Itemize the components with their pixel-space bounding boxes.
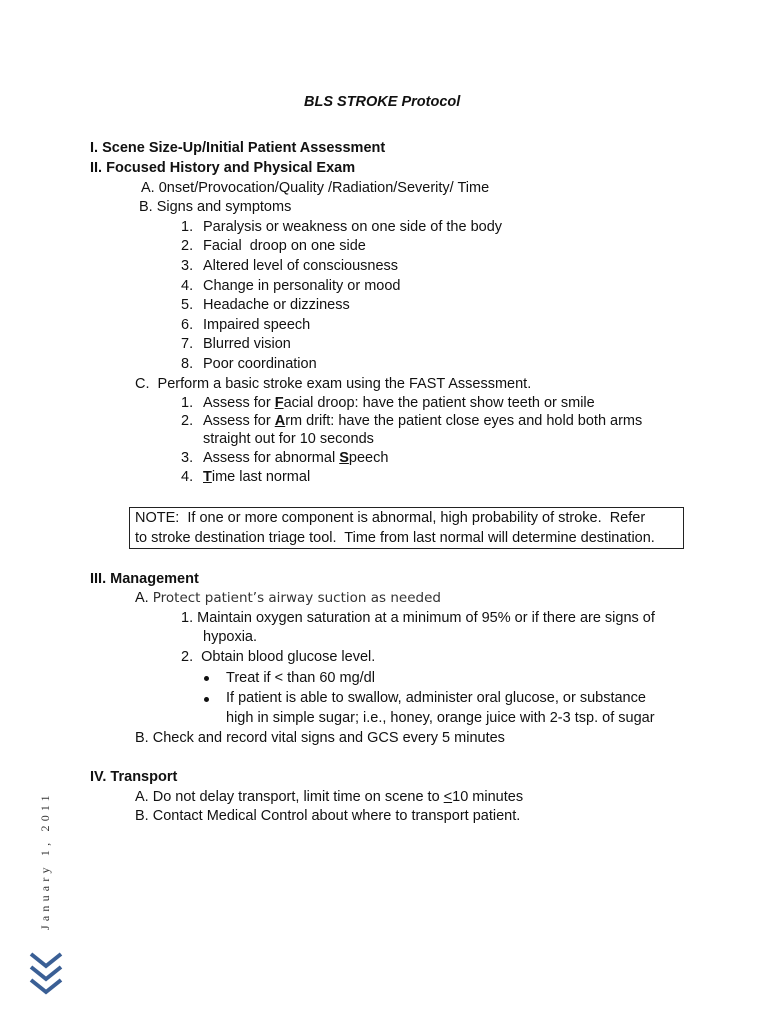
page-title: BLS STROKE Protocol [304,94,461,110]
less-than-or-equal: < [443,789,453,805]
side-date-text: January 1, 2011 [38,791,52,930]
fast-item-arm [203,413,642,429]
list-item-number: 8. [181,356,194,372]
list-item-number: 3. [181,258,194,274]
list-item: Headache or dizziness [203,297,350,313]
side-date [30,790,60,930]
list-item-number: 6. [181,317,194,333]
list-item-number: 1. [181,395,194,411]
item-text: peech [348,450,389,466]
list-item-number: 7. [181,336,194,352]
list-item: Poor coordination [203,356,317,372]
list-item: Paralysis or weakness on one side of the body [203,219,503,235]
management-item-1-continued: hypoxia. [203,629,258,645]
section-2b: B. Signs and symptoms [139,199,292,215]
section-4a [135,789,523,805]
list-item-number: 4. [181,469,194,485]
item-text: rm drift: have the patient close eyes and hold both arms [285,413,643,429]
item-text: acial droop: have the patient show teeth or smile [283,395,595,411]
fast-key-letter: S [339,450,349,466]
management-item-1: 1. Maintain oxygen saturation at a minimum of 95% or if there are signs of [181,610,655,626]
fast-item-facial [203,395,595,411]
item-text: Assess for [203,395,275,411]
chevron-stroke [31,967,61,979]
note-line-2: to stroke destination triage tool. Time from last normal will determine destination. [135,530,655,546]
section-3a [135,590,441,606]
section-4-heading: IV. Transport [90,769,178,785]
section-2c: C. Perform a basic stroke exam using the FAST Assessment. [135,376,532,392]
list-item: Change in personality or mood [203,278,401,294]
section-2-heading: II. Focused History and Physical Exam [90,160,356,176]
item-text: 10 minutes [452,789,524,805]
section-2a: A. 0nset/Provocation/Quality /Radiation/Severity/ Time [141,180,490,196]
item-text: ime last normal [211,469,311,485]
chevron-stroke [31,980,61,992]
item-text: Protect patient’s airway suction as needed [152,590,441,606]
bullet-item-1: Treat if < than 60 mg/dl [226,670,375,686]
fast-item-speech [203,450,388,466]
list-item-number: 3. [181,450,194,466]
list-item-number: 1. [181,219,194,235]
item-text: A. Do not delay transport, limit time on scene to [135,789,444,805]
triple-chevron-down-icon [28,950,64,998]
section-1-heading: I. Scene Size-Up/Initial Patient Assessment [90,140,386,156]
note-line-1: NOTE: If one or more component is abnormal, high probability of stroke. Refer [135,510,646,526]
fast-item-arm-continued: straight out for 10 seconds [203,431,374,447]
management-item-2: 2. Obtain blood glucose level. [181,649,376,665]
list-item: Impaired speech [203,317,311,333]
bullet-icon [204,697,209,702]
bullet-icon [204,676,209,681]
fast-key-letter: A [274,413,286,429]
section-4b: B. Contact Medical Control about where to transport patient. [135,808,521,824]
list-item: Blurred vision [203,336,291,352]
fast-key-letter: F [274,395,284,411]
list-item-number: 4. [181,278,194,294]
item-text: Assess for [203,413,275,429]
list-item-number: 5. [181,297,194,313]
list-item-number: 2. [181,238,194,254]
list-item-number: 2. [181,413,194,429]
bullet-item-2-continued: high in simple sugar; i.e., honey, orange juice with 2-3 tsp. of sugar [226,710,655,726]
list-item: Facial droop on one side [203,238,366,254]
list-item: Altered level of consciousness [203,258,399,274]
fast-key-letter: T [203,469,212,485]
section-3-heading: III. Management [90,571,199,587]
item-text: Assess for abnormal [203,450,340,466]
item-label: A. [135,590,149,606]
chevron-stroke [31,954,61,966]
fast-item-time [203,469,310,485]
bullet-item-2: If patient is able to swallow, administer oral glucose, or substance [226,690,646,706]
section-3b: B. Check and record vital signs and GCS every 5 minutes [135,730,505,746]
